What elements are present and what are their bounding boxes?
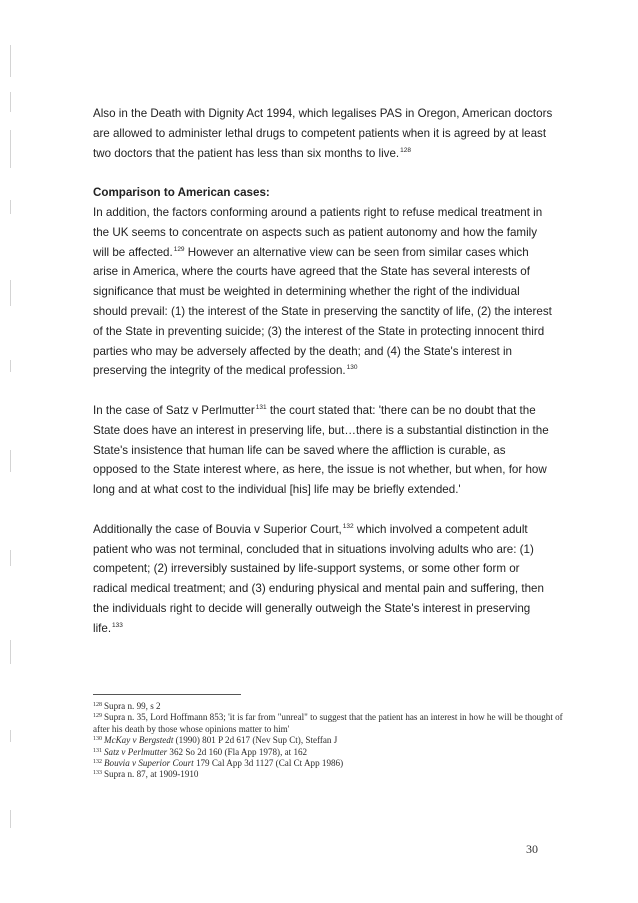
footnote-text: 179 Cal App 3d 1127 (Cal Ct App 1986) <box>193 758 344 769</box>
case-name: McKay v Bergstedt <box>104 735 174 746</box>
footnote-text: 362 So 2d 160 (Fla App 1978), at 162 <box>167 746 308 757</box>
footnote-text: Supra n. 87, at 1909-1910 <box>104 769 199 780</box>
body-text <box>93 104 553 658</box>
footnotes <box>93 701 563 781</box>
paragraph-text: the court stated that: 'there can be no doubt that the State does have an interest in preserving life, but…there is a substantial distinction in the State's insistence that human life can be saved where the affliction is curable, as opposed to the State interest where, as here, the issue is not whether, but when, for how long and at what cost to the individual [his] life may be briefly extended.' <box>93 403 549 497</box>
paragraph-satz <box>93 401 553 500</box>
section-heading: Comparison to American cases: <box>93 186 270 200</box>
case-name: Satz v Perlmutter <box>104 746 168 757</box>
footnote-text: Supra n. 99, s 2 <box>104 701 161 711</box>
paragraph-text: Additionally the case of Bouvia v Superior Court, <box>93 522 342 536</box>
footnote-number: 128 <box>93 702 102 708</box>
paragraph-text: Also in the Death with Dignity Act 1994, which legalises PAS in Oregon, American doctors are allowed to administer lethal drugs to competent patients when it is agreed by at least two doctors that the patient has less than six months to live. <box>93 107 553 160</box>
footnote-131 <box>93 747 563 758</box>
paragraph-text: In addition, the factors conforming around a patients right to refuse medical treatment in the UK seems to concentrate on aspects such as patient autonomy and how the family will be affected. <box>93 205 543 259</box>
footnote-number: 131 <box>93 747 102 754</box>
footnote-number: 132 <box>93 759 102 766</box>
footnote-ref-130: 130 <box>346 364 358 372</box>
footnote-ref-128: 128 <box>400 146 411 154</box>
page-number: 30 <box>526 842 538 856</box>
scan-margin-marks <box>6 30 14 870</box>
footnote-number: 130 <box>93 736 102 743</box>
footnote-divider <box>93 694 241 695</box>
paragraph-bouvia <box>93 520 553 639</box>
footnote-number: 133 <box>93 770 102 777</box>
footnote-ref-133: 133 <box>112 621 123 629</box>
case-name: Bouvia v Superior Court <box>104 758 194 769</box>
footnote-133 <box>93 769 563 780</box>
footnote-ref-131: 131 <box>255 403 267 411</box>
footnote-ref-132: 132 <box>342 522 354 530</box>
paragraph-comparison <box>93 203 553 381</box>
footnote-132 <box>93 758 563 769</box>
footnote-number: 129 <box>93 713 102 720</box>
footnote-text: (1990) 801 P 2d 617 (Nev Sup Ct), Steffan J <box>173 735 338 746</box>
footnote-ref-129: 129 <box>173 245 185 253</box>
paragraph-text: In the case of Satz v Perlmutter <box>93 403 255 417</box>
footnote-text: Supra n. 35, Lord Hoffmann 853; 'it is far from "unreal" to suggest that the patient has an interest in how he will be thought of after his death by those whose opinions matter to him' <box>93 712 563 734</box>
footnote-130 <box>93 735 563 746</box>
paragraph-text: which involved a competent adult patient who was not terminal, concluded that in situations involving adults who are: (1) competent; (2) irreversibly sustained by life-support systems, or some other form or radical medical treatment; and (3) enduring physical and mental pain and suffering, then the individuals right to decide will generally outweigh the State's interest in preserving life. <box>93 522 544 635</box>
footnote-128 <box>93 701 563 712</box>
paragraph-text: However an alternative view can be seen from similar cases which arise in America, where the courts have agreed that the State has several interests of significance that must be weighted in determining whether the right of the individual should prevail: (1) the interest of the State in preserving the sanctity of life, (2) the interest of the State in preventing suicide; (3) the interest of the State in protecting innocent third parties who may be adversely affected by the death; and (4) the State's interest in preserving the integrity of the medical profession. <box>93 245 552 378</box>
paragraph-dignity-act <box>93 104 553 163</box>
footnote-129 <box>93 712 563 735</box>
